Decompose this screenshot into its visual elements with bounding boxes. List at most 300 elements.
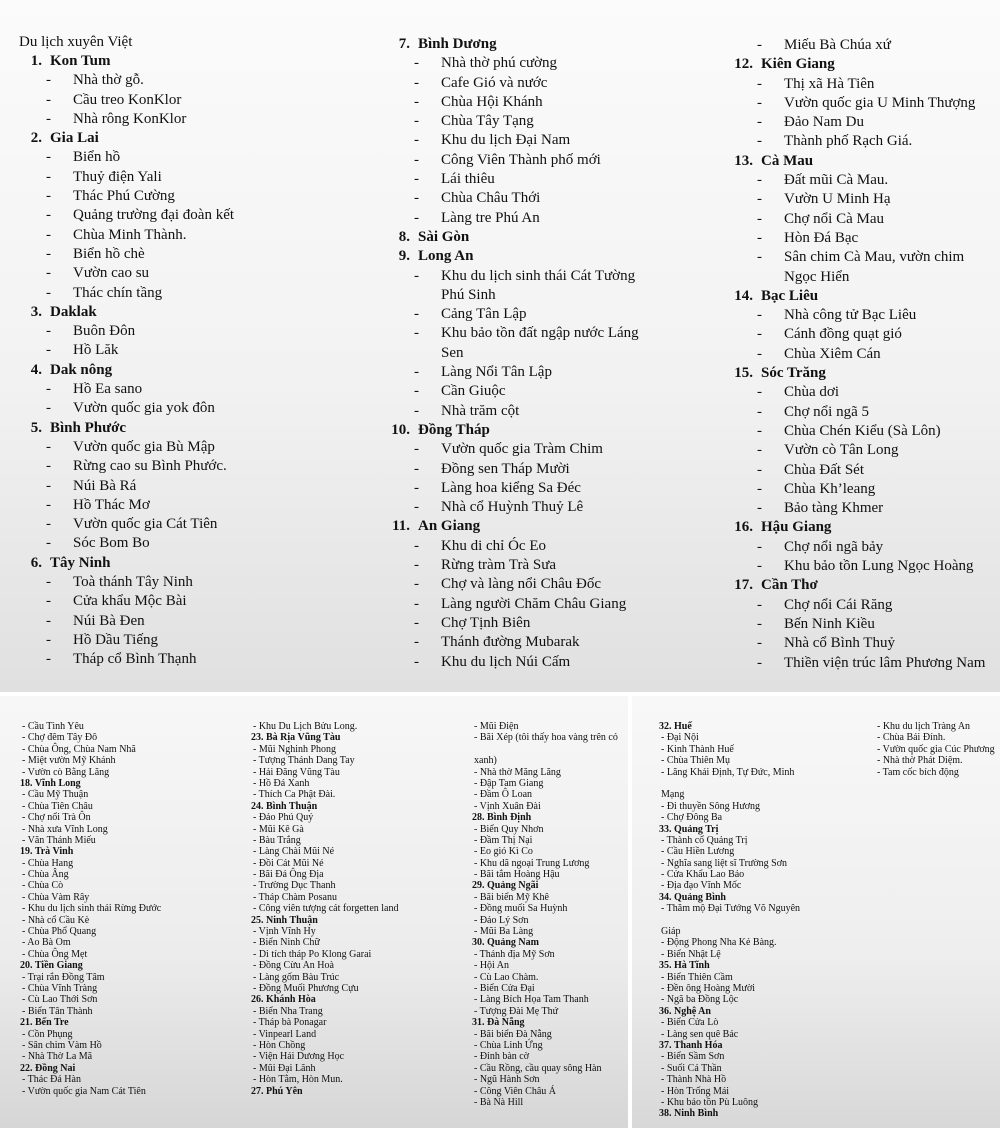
bullet-dash: - xyxy=(757,307,762,324)
bullet-dash: - xyxy=(46,207,51,224)
list-item: - Chùa Vàm Rây xyxy=(22,891,90,903)
list-item: - Đi thuyền Sông Hương xyxy=(661,800,761,812)
bottom-left-column-3 xyxy=(472,696,618,1108)
list-item-text: Chợ nổi ngã 5 xyxy=(784,403,870,420)
list-item xyxy=(727,441,985,460)
section-heading: 30. Quảng Nam xyxy=(472,937,539,949)
list-item-text: Cần Giuộc xyxy=(441,383,506,400)
list-item-text: Hồ Lăk xyxy=(73,342,119,359)
list-item-text: Nhà cổ Huỳnh Thuỷ Lê xyxy=(441,499,584,516)
section-name: Đồng Tháp xyxy=(418,421,490,438)
list-item-text: Khu du lịch sinh thái Cát Tường xyxy=(441,267,636,284)
list-item-text: Rừng cao su Bình Phước. xyxy=(73,458,227,475)
list-item: - Làng sen quê Bác xyxy=(661,1028,739,1040)
bullet-dash: - xyxy=(46,593,51,610)
section-heading xyxy=(727,152,985,171)
bullet-dash: - xyxy=(414,74,419,91)
list-item: - Cầu Hiền Lương xyxy=(661,846,735,858)
section-number: 3. xyxy=(30,303,42,320)
bullet-dash: - xyxy=(757,249,762,266)
list-item: - Đầm Ô Loan xyxy=(474,789,533,801)
section-heading xyxy=(727,287,985,306)
bullet-dash: - xyxy=(46,438,51,455)
bullet-dash: - xyxy=(46,91,51,108)
list-item: - Đại Nội xyxy=(661,732,699,744)
list-item: - Vịnh Vĩnh Hy xyxy=(253,926,316,938)
bullet-dash: - xyxy=(414,479,419,496)
list-item: - Mũi Ba Làng xyxy=(474,926,534,938)
bullet-dash: - xyxy=(46,323,51,340)
section-heading xyxy=(16,129,234,148)
list-item xyxy=(16,341,234,360)
bullet-dash: - xyxy=(46,168,51,185)
bullet-dash: - xyxy=(46,265,51,282)
section-heading xyxy=(16,419,234,438)
list-item xyxy=(16,496,234,515)
bullet-dash: - xyxy=(414,537,419,554)
list-item xyxy=(16,110,234,129)
list-item xyxy=(384,363,639,382)
bullet-dash: - xyxy=(757,210,762,227)
list-item xyxy=(727,615,985,634)
list-item: - Hải Đăng Vũng Tàu xyxy=(253,766,340,778)
section-number: 9. xyxy=(398,248,410,265)
list-item xyxy=(16,631,234,650)
list-item-text: Rừng tràm Trà Sưa xyxy=(441,557,557,574)
section-name: Dak nông xyxy=(50,361,113,378)
section-heading: 24. Bình Thuận xyxy=(251,800,318,812)
bullet-dash: - xyxy=(757,558,762,575)
list-item: - Cầu Rồng, cầu quay sông Hàn xyxy=(474,1062,602,1074)
list-item: - Bàu Trắng xyxy=(253,834,301,846)
list-item: - Cửa Khẩu Lao Bảo xyxy=(661,869,745,881)
list-item: - Chùa Ông Mẹt xyxy=(22,948,88,960)
section-number: 10. xyxy=(391,421,410,438)
section-heading xyxy=(384,421,639,440)
list-item-continuation xyxy=(727,268,985,287)
list-item-text: Cửa khẩu Mộc Bài xyxy=(73,593,187,610)
list-item: - Biển Ninh Chữ xyxy=(253,937,320,949)
section-heading: 36. Nghệ An xyxy=(659,1005,711,1017)
bullet-dash: - xyxy=(46,458,51,475)
list-item: - Chùa Ông, Chùa Nam Nhã xyxy=(22,743,136,755)
list-item-text: Nhà rông KonKlor xyxy=(73,110,187,127)
list-item xyxy=(384,575,639,594)
list-item xyxy=(384,170,639,189)
list-item xyxy=(384,402,639,421)
list-item: - Làng Bích Họa Tam Thanh xyxy=(474,994,589,1006)
list-item: - Thánh địa Mỹ Sơn xyxy=(474,948,555,960)
bullet-dash: - xyxy=(757,326,762,343)
list-item-text: Vườn cao su xyxy=(73,265,150,282)
bullet-dash: - xyxy=(757,654,762,671)
list-item xyxy=(16,284,234,303)
list-item: - Biển Tân Thành xyxy=(22,1005,93,1017)
list-item: - Hòn Tằm, Hòn Mun. xyxy=(253,1074,343,1086)
list-item-text: Công Viên Thành phố mới xyxy=(441,151,601,168)
list-item-continuation: Mạng xyxy=(661,789,685,801)
list-item xyxy=(384,498,639,517)
list-item-text: Chùa Hội Khánh xyxy=(441,93,543,110)
bottom-left-column-2 xyxy=(251,696,399,1097)
section-heading: 35. Hà Tĩnh xyxy=(659,960,710,972)
section-heading: 22. Đồng Nai xyxy=(20,1062,76,1074)
list-item xyxy=(16,322,234,341)
list-item-text: Đất mũi Cà Mau. xyxy=(784,172,889,189)
bullet-dash: - xyxy=(414,190,419,207)
bullet-dash: - xyxy=(414,614,419,631)
list-item xyxy=(16,515,234,534)
bullet-dash: - xyxy=(414,402,419,419)
bullet-dash: - xyxy=(757,596,762,613)
list-item xyxy=(384,112,639,131)
bullet-dash: - xyxy=(757,75,762,92)
list-item xyxy=(16,399,234,418)
list-item-text: Ngọc Hiển xyxy=(784,268,850,285)
list-item: - Vườn quốc gia Nam Cát Tiên xyxy=(22,1085,146,1097)
list-item: - Thăm mộ Đại Tướng Võ Nguyên xyxy=(661,903,801,915)
list-item-text: Thiền viện trúc lâm Phương Nam xyxy=(784,654,986,671)
list-item: - Bãi tắm Hoàng Hậu xyxy=(474,869,560,881)
bullet-dash: - xyxy=(414,460,419,477)
list-item-continuation: xanh) xyxy=(474,755,497,767)
list-item: - Biển Nhật Lệ xyxy=(661,948,721,960)
list-item xyxy=(384,131,639,150)
top-column-3 xyxy=(727,0,985,673)
bullet-dash: - xyxy=(414,653,419,670)
list-item-text: Nhà công tử Bạc Liêu xyxy=(784,307,917,324)
bullet-dash: - xyxy=(46,496,51,513)
list-item xyxy=(384,209,639,228)
section-heading xyxy=(727,576,985,595)
list-item-text: Chợ nổi ngã bảy xyxy=(784,538,884,555)
list-item-text: Đảo Nam Du xyxy=(784,114,864,131)
list-item xyxy=(727,654,985,673)
section-heading xyxy=(384,35,639,54)
list-item-text: Nhà trăm cột xyxy=(441,402,520,419)
list-item xyxy=(727,480,985,499)
list-item xyxy=(727,403,985,422)
section-heading: 18. Vĩnh Long xyxy=(20,777,81,789)
list-item-text: Thác chín tầng xyxy=(73,284,163,301)
list-item xyxy=(16,534,234,553)
list-item-text: Chợ Tịnh Biên xyxy=(441,614,531,631)
list-item-text: Biển hồ xyxy=(73,149,121,166)
list-item-text: Chợ nổi Cà Mau xyxy=(784,210,885,227)
bullet-dash: - xyxy=(757,403,762,420)
list-item: - Cầu Tình Yêu xyxy=(22,721,84,732)
section-number: 8. xyxy=(398,228,410,245)
list-item: - Chùa Tiên Châu xyxy=(22,800,93,812)
list-item-text: Vườn quốc gia yok đôn xyxy=(73,400,215,417)
section-name: Hậu Giang xyxy=(761,519,832,536)
list-item-text: Vườn quốc gia Bù Mập xyxy=(73,438,215,455)
section-number: 5. xyxy=(30,419,42,436)
list-item: - Đảo Lý Sơn xyxy=(474,914,529,926)
list-item xyxy=(384,614,639,633)
list-item xyxy=(16,457,234,476)
bullet-dash: - xyxy=(414,151,419,168)
list-item: - Văn Thánh Miếu xyxy=(22,834,96,846)
bullet-dash: - xyxy=(46,574,51,591)
bullet-dash: - xyxy=(757,384,762,401)
list-item: - Biển Thiên Cầm xyxy=(661,971,733,983)
list-item-text: Bảo tàng Khmer xyxy=(784,500,884,517)
list-item xyxy=(727,36,985,55)
list-item xyxy=(727,499,985,518)
section-heading: 20. Tiền Giang xyxy=(20,960,83,972)
list-item xyxy=(727,210,985,229)
bullet-dash: - xyxy=(414,209,419,226)
list-item-text: Nhà thờ gỗ. xyxy=(73,72,144,89)
section-name: Sài Gòn xyxy=(418,228,470,245)
list-item xyxy=(16,91,234,110)
list-item: - Địa đạo Vĩnh Mốc xyxy=(661,880,742,892)
list-item: - Ao Bà Om xyxy=(22,937,71,949)
bullet-dash: - xyxy=(757,345,762,362)
list-item xyxy=(384,189,639,208)
line-break-spacer xyxy=(659,778,800,789)
list-item-continuation xyxy=(384,344,639,363)
list-item xyxy=(16,264,234,283)
list-item xyxy=(727,538,985,557)
list-item-text: Tháp cổ Bình Thạnh xyxy=(73,651,197,668)
list-item xyxy=(16,187,234,206)
bullet-dash: - xyxy=(414,383,419,400)
list-item-text: Thánh đường Mubarak xyxy=(441,634,580,651)
bullet-dash: - xyxy=(414,364,419,381)
list-item-text: Miếu Bà Chúa xứ xyxy=(784,37,891,53)
list-item-text: Chùa Châu Thới xyxy=(441,190,541,207)
bottom-right-column-2 xyxy=(875,696,995,778)
bullet-dash: - xyxy=(46,110,51,127)
list-item: - Di tích tháp Po Klong Garai xyxy=(253,948,372,960)
section-name: Cà Mau xyxy=(761,152,814,169)
list-item-continuation: Giáp xyxy=(661,926,681,938)
bullet-dash: - xyxy=(414,113,419,130)
bullet-dash: - xyxy=(757,172,762,189)
bullet-dash: - xyxy=(414,557,419,574)
section-number: 16. xyxy=(734,519,753,536)
list-item: - Bà Nà Hill xyxy=(474,1096,524,1108)
section-heading: 28. Bình Định xyxy=(472,812,532,824)
bottom-right-column-1 xyxy=(659,696,800,1120)
list-item xyxy=(16,592,234,611)
list-item xyxy=(727,634,985,653)
list-item: - Lăng Khải Định, Tự Đức, Minh xyxy=(661,766,795,778)
list-item-text: Chùa Tây Tạng xyxy=(441,113,534,130)
list-item: - Hòn Chồng xyxy=(253,1039,306,1051)
bullet-dash: - xyxy=(46,342,51,359)
section-heading xyxy=(384,247,639,266)
list-item-text: Nhà thờ phú cường xyxy=(441,55,558,72)
list-item: - Bãi Xép (tôi thấy hoa vàng trên cỏ xyxy=(474,732,618,744)
section-heading xyxy=(16,52,234,71)
section-number: 2. xyxy=(30,130,42,147)
list-item-text: Cafe Gió và nước xyxy=(441,74,548,91)
list-item-text: Núi Bà Đen xyxy=(73,612,145,629)
bullet-dash: - xyxy=(757,229,762,246)
list-item xyxy=(727,229,985,248)
list-item: - Chùa Phổ Quang xyxy=(22,926,97,938)
list-item-text: Khu bảo tồn đất ngập nước Láng xyxy=(441,325,639,342)
section-name: Sóc Trăng xyxy=(761,365,826,382)
list-item xyxy=(727,113,985,132)
bullet-dash: - xyxy=(414,171,419,188)
list-item xyxy=(727,345,985,364)
list-item xyxy=(384,54,639,73)
list-item xyxy=(384,479,639,498)
list-item-text: Toà thánh Tây Ninh xyxy=(73,574,193,591)
bullet-dash: - xyxy=(757,442,762,459)
list-item: - Công viên tượng cát forgetten land xyxy=(253,903,399,915)
list-item-text: Chợ và làng nổi Châu Đốc xyxy=(441,576,601,593)
list-item xyxy=(384,93,639,112)
bullet-dash: - xyxy=(46,477,51,494)
list-item xyxy=(727,94,985,113)
list-item-text: Hồ Ea sano xyxy=(73,381,143,398)
list-item: - Đập Tam Giang xyxy=(474,777,544,789)
bullet-dash: - xyxy=(414,93,419,110)
list-item xyxy=(16,573,234,592)
list-item xyxy=(16,71,234,90)
list-item xyxy=(384,440,639,459)
list-item-text: Chùa Chén Kiểu (Sà Lôn) xyxy=(784,422,941,439)
list-item-text: Thành phố Rạch Giá. xyxy=(784,133,913,150)
list-item xyxy=(16,245,234,264)
section-name: Tây Ninh xyxy=(50,554,111,571)
list-item-text: Thuỷ điện Yali xyxy=(73,168,162,185)
list-item-text: Thác Phú Cường xyxy=(73,188,175,205)
section-heading: 27. Phú Yên xyxy=(251,1085,303,1097)
list-item: - Đỉnh bàn cờ xyxy=(474,1051,529,1063)
section-heading: 31. Đà Nẵng xyxy=(472,1017,525,1029)
list-item: - Suối Cá Thần xyxy=(661,1062,722,1074)
bullet-dash: - xyxy=(414,576,419,593)
list-item-text: Chợ nổi Cái Răng xyxy=(784,596,893,613)
bullet-dash: - xyxy=(46,612,51,629)
list-item xyxy=(727,325,985,344)
list-item: - Thích Ca Phật Đài. xyxy=(253,789,336,801)
section-heading: 34. Quảng Bình xyxy=(659,891,726,903)
list-item: - Thành cổ Quảng Trị xyxy=(661,834,748,846)
list-item-text: Quảng trường đại đoàn kết xyxy=(73,207,235,224)
list-item: - Đảo Phú Quý xyxy=(253,812,314,824)
section-name: Kon Tum xyxy=(50,53,111,69)
bullet-dash: - xyxy=(46,516,51,533)
section-number: 12. xyxy=(734,56,753,73)
list-item-text: Khu bảo tồn Lung Ngọc Hoàng xyxy=(784,558,974,575)
list-item: - Biển Cửa Đại xyxy=(474,982,535,994)
list-item: - Trường Dục Thanh xyxy=(253,880,336,892)
section-name: Long An xyxy=(418,248,474,265)
list-item: - Chùa Bái Đính. xyxy=(877,732,946,744)
section-name: Daklak xyxy=(50,303,97,320)
section-name: Bạc Liêu xyxy=(761,287,819,304)
list-item-text: Vườn quốc gia Cát Tiên xyxy=(73,516,218,533)
list-item: - Biển Nha Trang xyxy=(253,1005,323,1017)
list-item: - Mũi Nghinh Phong xyxy=(253,743,337,755)
section-name: Cần Thơ xyxy=(761,577,818,594)
list-item: - Nghĩa sang liệt sĩ Trường Sơn xyxy=(661,857,788,869)
bullet-dash: - xyxy=(757,480,762,497)
section-number: 17. xyxy=(734,577,753,594)
list-item: - Chùa Cò xyxy=(22,880,64,892)
bullet-dash: - xyxy=(757,635,762,652)
list-item-text: Sân chim Cà Mau, vườn chim xyxy=(784,249,965,266)
section-name: Gia Lai xyxy=(50,130,99,147)
bullet-dash: - xyxy=(414,634,419,651)
list-item: - Thác Đá Hàn xyxy=(22,1074,81,1086)
list-item: - Khu Du Lịch Bửu Long. xyxy=(253,721,358,732)
bullet-dash: - xyxy=(757,615,762,632)
list-item: - Bãi Đá Ông Địa xyxy=(253,869,324,881)
list-item-text: Hồ Dầu Tiếng xyxy=(73,631,159,648)
list-item xyxy=(16,438,234,457)
list-item xyxy=(384,556,639,575)
list-item-continuation xyxy=(384,286,639,305)
list-item: - Đền ông Hoàng Mười xyxy=(661,982,756,994)
list-item: - Tượng Đài Mẹ Thứ xyxy=(474,1005,559,1017)
section-name: An Giang xyxy=(418,518,481,535)
list-item xyxy=(384,633,639,652)
list-item-text: Núi Bà Rá xyxy=(73,477,137,494)
list-item: - Đồi Cát Mũi Né xyxy=(253,857,324,869)
section-heading xyxy=(16,303,234,322)
list-item: - Eo gió Kì Co xyxy=(474,846,533,858)
list-item: - Cù Lao Chàm. xyxy=(474,971,539,983)
list-item-text: Làng người Chăm Châu Giang xyxy=(441,595,627,612)
section-heading: 19. Trà Vinh xyxy=(20,846,74,858)
list-item xyxy=(384,460,639,479)
list-item-text: Cảng Tân Lập xyxy=(441,306,527,323)
list-item: - Mũi Đại Lãnh xyxy=(253,1062,316,1074)
section-heading xyxy=(727,55,985,74)
bullet-dash: - xyxy=(46,149,51,166)
bullet-dash: - xyxy=(46,651,51,668)
list-item: - Nhà xưa Vĩnh Long xyxy=(22,823,108,835)
list-item: - Bãi biển Đà Nẵng xyxy=(474,1028,552,1040)
list-item: - Đồng Muối Phương Cựu xyxy=(253,982,359,994)
bottom-left-page xyxy=(0,696,628,1128)
top-column-1 xyxy=(16,0,234,670)
list-item: - Cù Lao Thới Sơn xyxy=(22,994,98,1006)
list-item-text: Sóc Bom Bo xyxy=(73,535,150,552)
list-item xyxy=(384,595,639,614)
bullet-dash: - xyxy=(46,245,51,262)
list-item: - Nhà cổ Cầu Kè xyxy=(22,914,90,926)
list-item xyxy=(16,650,234,669)
section-heading: 32. Huế xyxy=(659,721,692,732)
bullet-dash: - xyxy=(414,595,419,612)
list-item: - Vịnh Xuân Đài xyxy=(474,800,541,812)
list-item-text: Buôn Đôn xyxy=(73,323,136,340)
bullet-dash: - xyxy=(757,538,762,555)
line-break-spacer xyxy=(659,915,800,926)
section-number: 15. xyxy=(734,365,753,382)
list-item xyxy=(727,461,985,480)
list-item: - Thành Nhà Hồ xyxy=(661,1074,727,1086)
bullet-dash: - xyxy=(46,631,51,648)
top-column-2 xyxy=(384,0,639,672)
list-item-text: Phú Sinh xyxy=(441,286,496,303)
section-heading: 37. Thanh Hóa xyxy=(659,1039,723,1051)
list-item xyxy=(727,422,985,441)
list-item: - Cồn Phụng xyxy=(22,1028,73,1040)
list-item-text: Vườn U Minh Hạ xyxy=(784,191,891,208)
list-item-text: Vườn quốc gia Tràm Chim xyxy=(441,441,603,458)
list-item xyxy=(384,537,639,556)
